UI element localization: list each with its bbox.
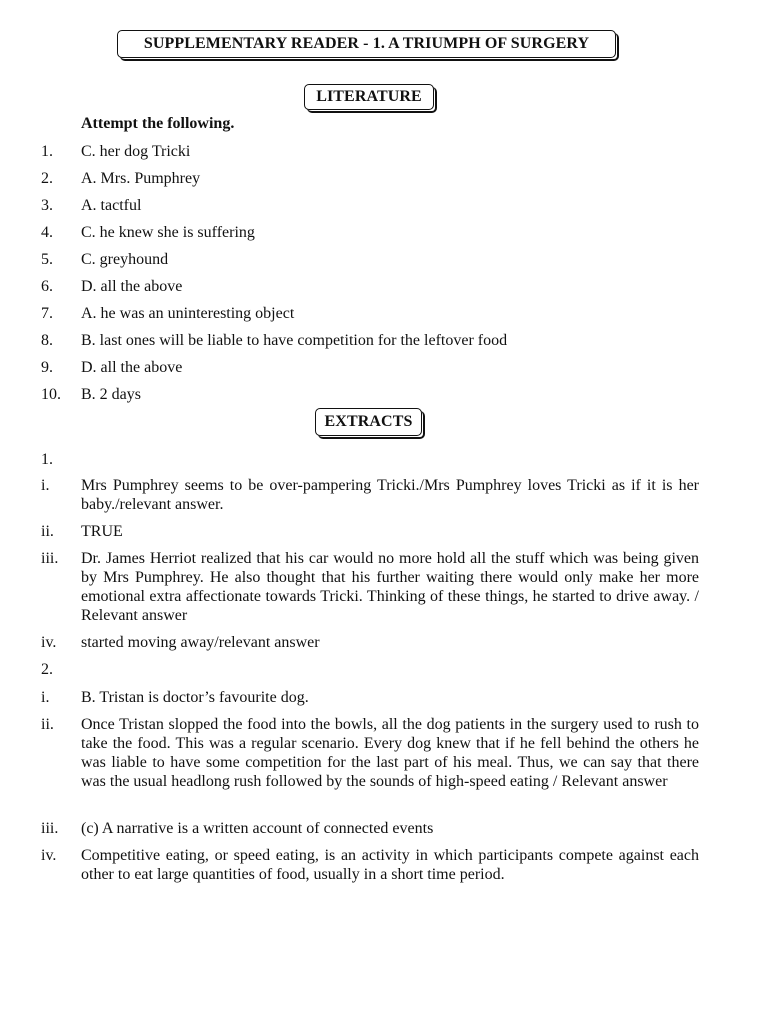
item-text: B. Tristan is doctor’s favourite dog. <box>81 689 309 706</box>
item-number: 1. <box>41 143 53 160</box>
item-text: Competitive eating, or speed eating, is an activity in which participants compete against each other to eat large quantities of food, usually in a short time period. <box>81 847 699 883</box>
item-number: 7. <box>41 305 53 322</box>
item-text: (c) A narrative is a written account of connected events <box>81 820 434 837</box>
item-number: 4. <box>41 224 53 241</box>
item-text: A. tactful <box>81 197 142 214</box>
item-text: D. all the above <box>81 359 183 376</box>
item-number: i. <box>41 477 50 494</box>
item-number: ii. <box>41 716 54 733</box>
item-number: 6. <box>41 278 53 295</box>
item-number: 5. <box>41 251 53 268</box>
item-text: D. all the above <box>81 278 183 295</box>
item-number: iii. <box>41 550 59 567</box>
item-number: iv. <box>41 847 57 864</box>
item-text: A. he was an uninteresting object <box>81 305 295 322</box>
item-number: 1. <box>41 451 53 468</box>
item-text: A. Mrs. Pumphrey <box>81 170 201 187</box>
extracts-heading: EXTRACTS <box>315 408 422 436</box>
item-number: i. <box>41 689 50 706</box>
item-text: Dr. James Herriot realized that his car would no more hold all the stuff which was being given by Mrs Pumphrey. He also thought that his further waiting there would only make her more emotional extra affectionate towards Tricki. Thinking of these things, he started to drive away. / Relevant answer <box>81 550 699 624</box>
item-number: 9. <box>41 359 53 376</box>
item-number: iv. <box>41 634 57 651</box>
item-number: 3. <box>41 197 53 214</box>
item-number: 10. <box>41 386 61 403</box>
item-number: iii. <box>41 820 59 837</box>
page-title: SUPPLEMENTARY READER - 1. A TRIUMPH OF SURGERY <box>117 30 616 58</box>
item-text: B. 2 days <box>81 386 141 403</box>
literature-heading: LITERATURE <box>304 84 434 110</box>
item-text: Mrs Pumphrey seems to be over-pampering Tricki./Mrs Pumphrey loves Tricki as if it is her baby./relevant answer. <box>81 477 699 513</box>
item-number: ii. <box>41 523 54 540</box>
item-text: B. last ones will be liable to have competition for the leftover food <box>81 332 508 349</box>
item-number: 8. <box>41 332 53 349</box>
item-text: Once Tristan slopped the food into the bowls, all the dog patients in the surgery used to rush to take the food. This was a regular scenario. Every dog knew that if he fell behind the others he was liable to have some competition for the last part of his meal. Thus, we can say that there was the usual headlong rush followed by the sounds of high-speed eating / Relevant answer <box>81 716 699 790</box>
item-text: C. greyhound <box>81 251 169 268</box>
item-text: started moving away/relevant answer <box>81 634 320 651</box>
item-number: 2. <box>41 170 53 187</box>
item-text: C. he knew she is suffering <box>81 224 255 241</box>
instruction: Attempt the following. <box>81 115 235 132</box>
item-text: C. her dog Tricki <box>81 143 191 160</box>
item-number: 2. <box>41 661 53 678</box>
item-text: TRUE <box>81 523 123 540</box>
